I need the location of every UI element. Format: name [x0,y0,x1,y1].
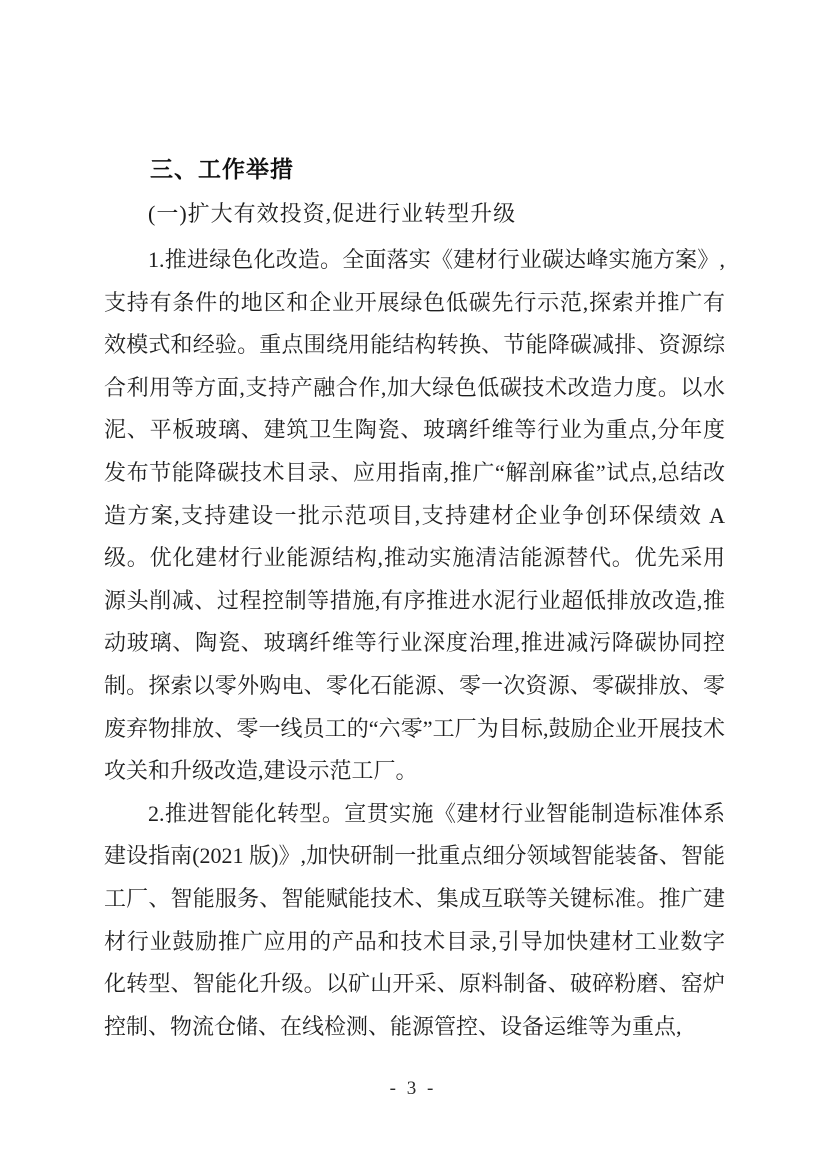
subsection-heading: (一)扩大有效投资,促进行业转型升级 [148,201,517,226]
page-footer [0,1078,826,1100]
page-number: - 3 - [389,1078,437,1099]
section-heading: 三、工作举措 [150,156,294,182]
document-content [104,147,725,1048]
paragraph-smart-transformation: 2.推进智能化转型。宣贯实施《建材行业智能制造标准体系建设指南(2021 版)》,加快研制一批重点细分领域智能装备、智能工厂、智能服务、智能赋能技术、集成互联等关键标准。推广建材行业鼓励推广应用的产品和技术目录,引导加快建材工业数字化转型、智能化升级。以矿山开采、原料制备、破碎粉磨、窑炉控制、物流仓储、在线检测、能源管控、设备运维等为重点, [104,800,725,1039]
paragraph-green-transformation: 1.推进绿色化改造。全面落实《建材行业碳达峰实施方案》,支持有条件的地区和企业开展绿色低碳先行示范,探索并推广有效模式和经验。重点围绕用能结构转换、节能降碳减排、资源综合利用等方面,支持产融合作,加大绿色低碳技术改造力度。以水泥、平板玻璃、建筑卫生陶瓷、玻璃纤维等行业为重点,分年度发布节能降碳技术目录、应用指南,推广“解剖麻雀”试点,总结改造方案,支持建设一批示范项目,支持建材企业争创环保绩效 A 级。优化建材行业能源结构,推动实施清洁能源替代。优先采用源头削减、过程控制等措施,有序推进水泥行业超低排放改造,推动玻璃、陶瓷、玻璃纤维等行业深度治理,推进减污降碳协同控制。探索以零外购电、零化石能源、零一次资源、零碳排放、零废弃物排放、零一线员工的“六零”工厂为目标,鼓励企业开展技术攻关和升级改造,建设示范工厂。 [104,247,725,784]
